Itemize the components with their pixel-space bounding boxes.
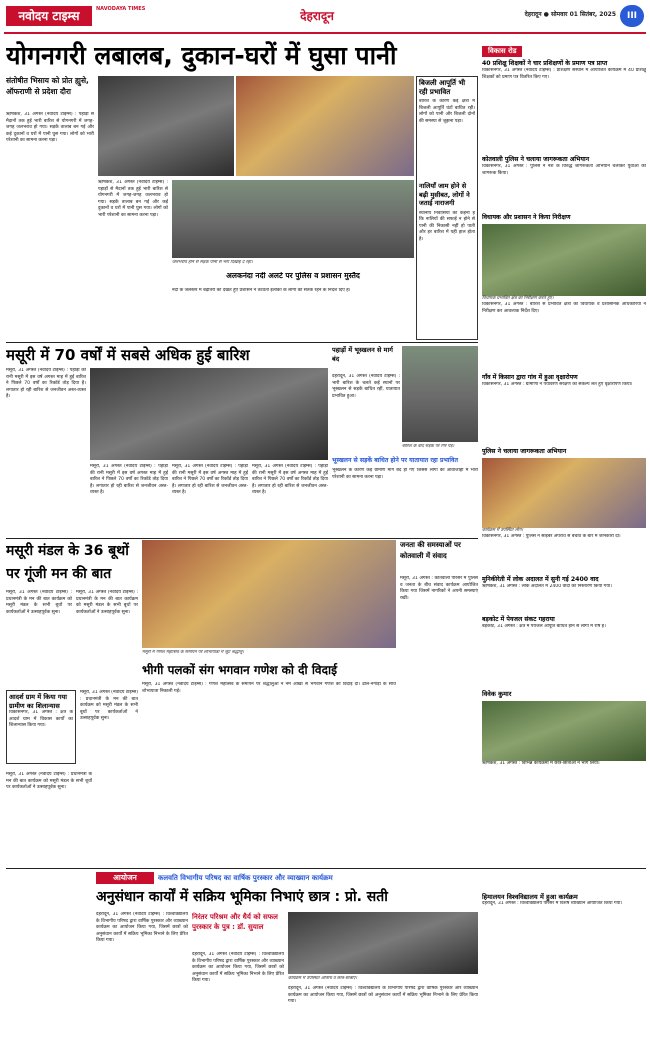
mannkibaat-body-col1: मसूरी, 31 अगस्त (नवोदय टाइम्स) : प्रधानमंत्री के मन की बात कार्यक्रम को मसूरी मंडल के सभी बूथों पर कार्यकर्ताओं ने उत्साहपूर्वक सुना। [6, 590, 72, 615]
mannkibaat-headline: मसूरी मंडल के 36 बूथों पर गूंजी मन की बात [6, 543, 129, 582]
mannkibaat-body-col2: मसूरी, 31 अगस्त (नवोदय टाइम्स) : प्रधानमंत्री के मन की बात कार्यक्रम को मसूरी मंडल के सभी बूथों पर कार्यकर्ताओं ने उत्साहपूर्वक सुना। [76, 590, 138, 615]
lead-subheadline: संतोषीत भिसाय को प्रोत ह्युसे, ऑफराणी से प्रदेशा दौरा [6, 76, 89, 96]
section-divider-1 [6, 342, 478, 343]
rain-headline: मसूरी में 70 वर्षों में सबसे अधिक हुई बारिश [6, 346, 250, 364]
right-headline-4: गाँव में किसान द्वारा गांव में हुआ वृक्षारोपण [482, 374, 578, 381]
masthead [0, 0, 650, 36]
bottom-body-col1: देहरादून, 31 अगस्त (नवोदय टाइम्स) : विश्वविद्यालय के विभागीय परिषद द्वारा वार्षिक पुरस्कार और व्याख्यान कार्यक्रम का आयोजन किया गया, जिसमें छात्रों को अनुसंधान कार्यों में सक्रिय भूमिका निभाने के लिए प्रेरित किया गया। [96, 912, 188, 944]
lead-inner-body: नदी के जलस्तर में बढ़ोतरी को देखते हुए प्रशासन ने तटवर्ती इलाकों के लोगों को सतर्क रहने के निर्देश दिए हैं। [172, 288, 351, 293]
right-body-1: विकासनगर, 31 अगस्त (नवोदय टाइम्स) : प्रशिक्षण संस्थान में आयोजित कार्यक्रम में 40 प्रशिक्षु शिक्षकों को प्रमाण पत्र वितरित किए गए। [482, 68, 646, 80]
masthead-small-logo: NAVODAYA TIMES [96, 6, 146, 12]
lead-body-col2: ऋषिकेश, 31 अगस्त (नवोदय टाइम्स) : पहाड़ों से मैदानों तक हुई भारी बारिश से योगनगरी में जगह-जगह जलभराव हो गया। सड़कें तालाब बन गई और कई दुकानों व घरों में पानी घुस गया। लोगों को भारी परेशानी का सामना करना पड़ा। [98, 180, 168, 218]
road-photo-caption: बारिश के बाद सड़क पर गिरे पेड़। [402, 444, 455, 449]
section-divider-2 [6, 538, 478, 539]
right-photo-caption-2: कार्यक्रम में उपस्थित लोग। [482, 528, 524, 533]
bottom-body-col3: देहरादून, 31 अगस्त (नवोदय टाइम्स) : विश्वविद्यालय के विभागीय परिषद द्वारा वार्षिक पुरस्कार और व्याख्यान कार्यक्रम का आयोजन किया गया, जिसमें छात्रों को अनुसंधान कार्यों में सक्रिय भूमिका निभाने के लिए प्रेरित किया गया। [288, 986, 478, 1005]
bottom-right-headline: विवेक कुमार [482, 690, 512, 698]
sidebar-box-body2: स्थानीय निवासियों का कहना है कि नालियों की सफाई न होने से पानी की निकासी नहीं हो पाती और हर बारिश में यही हाल होता है। [419, 210, 475, 242]
bottom-photo [288, 912, 478, 974]
ganesh-photo-caption: मसूरी में गणेश महोत्सव के समापन पर शोभायात्रा में जुटे श्रद्धालु। [142, 650, 244, 655]
sidebar-box-headline: बिजली आपूर्ति भी रही प्रभावित [419, 79, 466, 96]
road-photo [402, 346, 478, 442]
bottom-left-body: मसूरी, 31 अगस्त (नवोदय टाइम्स) : प्रधानमंत्री के मन की बात कार्यक्रम को मसूरी मंडल के सभी बूथों पर कार्यकर्ताओं ने उत्साहपूर्वक सुना। [6, 772, 92, 791]
sidebar-box-subhead: नालियाँ जाम होने से बढ़ी मुसीबत, लोगों ने जताई नाराजगी [419, 182, 470, 207]
samvad-headline: जनता की समस्याओं पर कोतवाली में संवाद [400, 541, 461, 560]
bottom-quote: निरंतर परिश्रम और धैर्य को सफल पुरस्कार के पुत्र : डॉ. सुयाल [192, 913, 278, 931]
bottom-headline: अनुसंधान कार्यों में सक्रिय भूमिका निभाएं छात्र : प्रो. सती [96, 889, 388, 905]
rain-body-col2: मसूरी, 31 अगस्त (नवोदय टाइम्स) : पहाड़ों की रानी मसूरी में इस वर्ष अगस्त माह में हुई बारिश ने पिछले 70 वर्षों का रिकॉर्ड तोड़ दिया है। लगातार हो रही बारिश से जनजीवन अस्त-व्यस्त है। [90, 464, 168, 496]
masthead-rule [4, 32, 646, 34]
right-body-2: विकासनगर, 31 अगस्त : पुलिस ने नशे के विरुद्ध जागरूकता अभियान चलाकर युवाओं को जागरूक किया। [482, 164, 646, 176]
bottom-right-column [482, 690, 646, 1038]
right-body-4: विकासनगर, 31 अगस्त : ग्रामीणों ने पर्यावरण संरक्षण का संकल्प लेते हुए वृक्षारोपण किया। [482, 382, 633, 387]
adarsh-gram-headline: आदर्श ग्राम में किया गया ग्रामीण का शिलान्यास [9, 693, 67, 710]
right-headline-7: बड़कोट में पेयजल संकट गहराया [482, 616, 555, 623]
bottom-body-col2: देहरादून, 31 अगस्त (नवोदय टाइम्स) : विश्वविद्यालय के विभागीय परिषद द्वारा वार्षिक पुरस्कार और व्याख्यान कार्यक्रम का आयोजन किया गया, जिसमें छात्रों को अनुसंधान कार्यों में सक्रिय भूमिका निभाने के लिए प्रेरित किया गया। [192, 952, 284, 984]
ganesh-headline: भीगी पलकों संग भगवान गणेश को दी विदाई [142, 663, 337, 677]
bottom-tag: आयोजन [96, 872, 154, 884]
bottom-right-body: ऋषिकेश, 31 अगस्त : विभिन्न कार्यक्रमों में छात्र-छात्राओं ने भाग लिया। [482, 760, 600, 766]
right-column [482, 38, 646, 686]
lead-photo-second [236, 76, 414, 176]
samvad-body: मसूरी, 31 अगस्त : कोतवाली परिसर में पुलिस व जनता के बीच संवाद कार्यक्रम आयोजित किया गया जिसमें नागरिकों ने अपनी समस्याएं रखीं। [400, 576, 478, 601]
adarsh-gram-box [6, 690, 76, 764]
lead-sidebar-box [416, 76, 478, 340]
bottom-kicker: कलवति विभागीय परिषद का वार्षिक पुरस्कार और व्याख्यान कार्यक्रम [158, 874, 333, 882]
masthead-date: देहरादून ● सोमवार 01 सितंबर, 2025 [524, 11, 616, 18]
right-photo-caption-1: विधायक प्रभावित क्षेत्र का निरीक्षण करते हुए। [482, 296, 554, 301]
bottom-right-photo [482, 701, 646, 761]
right-body-3: विकासनगर, 31 अगस्त : बारिश से प्रभावित क्षेत्रों का विधायक व प्रशासनिक अधिकारियों ने निरीक्षण कर आवश्यक निर्देश दिए। [482, 302, 646, 314]
right-headline-2: कोतवाली पुलिस ने चलाया जागरूकता अभियान [482, 156, 590, 163]
rain-side-body: देहरादून, 31 अगस्त (नवोदय टाइम्स) : भारी बारिश के चलते कई स्थानों पर भूस्खलन से सड़कें बाधित रहीं, यातायात प्रभावित हुआ। [332, 374, 400, 399]
bottom-photo-caption: कार्यक्रम में उपस्थित अतिथि व छात्र-छात्राएं। [288, 976, 358, 981]
rain-side-headline: पहाड़ों में भूस्खलन से मार्ग बंद [332, 346, 393, 363]
rain-body-col3: मसूरी, 31 अगस्त (नवोदय टाइम्स) : पहाड़ों की रानी मसूरी में इस वर्ष अगस्त माह में हुई बारिश ने पिछले 70 वर्षों का रिकॉर्ड तोड़ दिया है। लगातार हो रही बारिश से जनजीवन अस्त-व्यस्त है। [172, 464, 248, 496]
lead-body-col1: ऋषिकेश, 31 अगस्त (नवोदय टाइम्स) : पहाड़ों से मैदानों तक हुई भारी बारिश से योगनगरी में जगह-जगह जलभराव हो गया। सड़कें तालाब बन गई और कई दुकानों व घरों में पानी घुस गया। लोगों को भारी परेशानी का सामना करना पड़ा। [6, 112, 94, 144]
rain-body-col4: मसूरी, 31 अगस्त (नवोदय टाइम्स) : पहाड़ों की रानी मसूरी में इस वर्ष अगस्त माह में हुई बारिश ने पिछले 70 वर्षों का रिकॉर्ड तोड़ दिया है। लगातार हो रही बारिश से जनजीवन अस्त-व्यस्त है। [252, 464, 328, 496]
bottom-right-body-2: देहरादून, 31 अगस्त : विश्वविद्यालय परिसर में विशेष व्याख्यान आयोजित किया गया। [482, 901, 623, 906]
rain-body-col1: मसूरी, 31 अगस्त (नवोदय टाइम्स) : पहाड़ों की रानी मसूरी में इस वर्ष अगस्त माह में हुई बारिश ने पिछले 70 वर्षों का रिकॉर्ड तोड़ दिया है। लगातार हो रही बारिश से जनजीवन अस्त-व्यस्त है। [6, 368, 86, 400]
mannkibaat-body-col3: मसूरी, 31 अगस्त (नवोदय टाइम्स) : प्रधानमंत्री के मन की बात कार्यक्रम को मसूरी मंडल के सभी बूथों पर कार्यकर्ताओं ने उत्साहपूर्वक सुना। [80, 690, 138, 722]
right-headline-6: मुनिकीरेती में लोक अदालत में सुनी गई 2400 वाद [482, 576, 599, 583]
right-photo-2 [482, 458, 646, 528]
ganesh-photo [142, 540, 396, 648]
lead-photo-third [172, 180, 414, 258]
adarsh-gram-body: विकासनगर, 31 अगस्त : क्षेत्र के आदर्श ग्राम में विकास कार्यों का शिलान्यास किया गया। [9, 710, 73, 729]
lead-inner-headline: अलकनंदा नदी अलर्ट पर पुलिस व प्रशासन मुस्तैद [226, 272, 360, 280]
masthead-logo: नवोदय टाइम्स [6, 6, 92, 26]
lead-headline: योगनगरी लबालब, दुकान-घरों में घुसा पानी [6, 41, 397, 70]
sidebar-box-body: बारिश के कारण कई क्षेत्रों में बिजली आपूर्ति घंटों बाधित रही। लोगों को पानी और बिजली दोनों की समस्या से जूझना पड़ा। [419, 99, 475, 124]
right-body-5: विकासनगर, 31 अगस्त : पुलिस ने साइबर अपराध से बचाव के बारे में जानकारी दी। [482, 534, 621, 539]
page-number: III [620, 5, 644, 27]
right-photo-1 [482, 224, 646, 296]
right-body-7: बड़कोट, 31 अगस्त : क्षेत्र में पेयजल आपूर्ति बाधित होने से लोगों में रोष है। [482, 624, 606, 629]
road-body: भूस्खलन के कारण कई ग्रामीण मार्ग बंद हो गए जिससे लोगों को आवाजाही में भारी परेशानी का सामना करना पड़ा। [332, 468, 478, 480]
lead-photo-main [98, 76, 234, 176]
right-section-tag: विकास रोड [482, 46, 522, 57]
right-headline-3: विधायक और प्रशासन ने किया निरीक्षण [482, 214, 571, 221]
right-body-6: ऋषिकेश, 31 अगस्त : लोक अदालत में 2400 वादों का निस्तारण किया गया। [482, 584, 612, 589]
road-headline: भूस्खलन से सड़कें बाधित होने पर यातायात रहा प्रभावित [332, 457, 458, 464]
rain-photo [90, 368, 328, 460]
bottom-right-headline-2: हिमालयन विश्वविद्यालय में हुआ कार्यक्रम [482, 892, 578, 901]
lead-photo-caption: जलभराव होने से सड़कें पानी से भरी दिखाई दे रहीं। [172, 260, 253, 265]
right-headline-1: 40 प्रशिक्षु शिक्षकों ने चार प्रशिक्षणों के प्रमाण पत्र प्राप्त [482, 60, 608, 67]
right-headline-5: पुलिस ने चलाया जागरूकता अभियान [482, 448, 567, 455]
edition-name: देहरादून [300, 9, 334, 23]
ganesh-body: मसूरी, 31 अगस्त (नवोदय टाइम्स) : गणेश महोत्सव के समापन पर श्रद्धालुओं ने नम आंखों से भगवान गणेश को विदाई दी। ढोल-नगाड़ों के साथ शोभायात्रा निकाली गई। [142, 682, 396, 694]
